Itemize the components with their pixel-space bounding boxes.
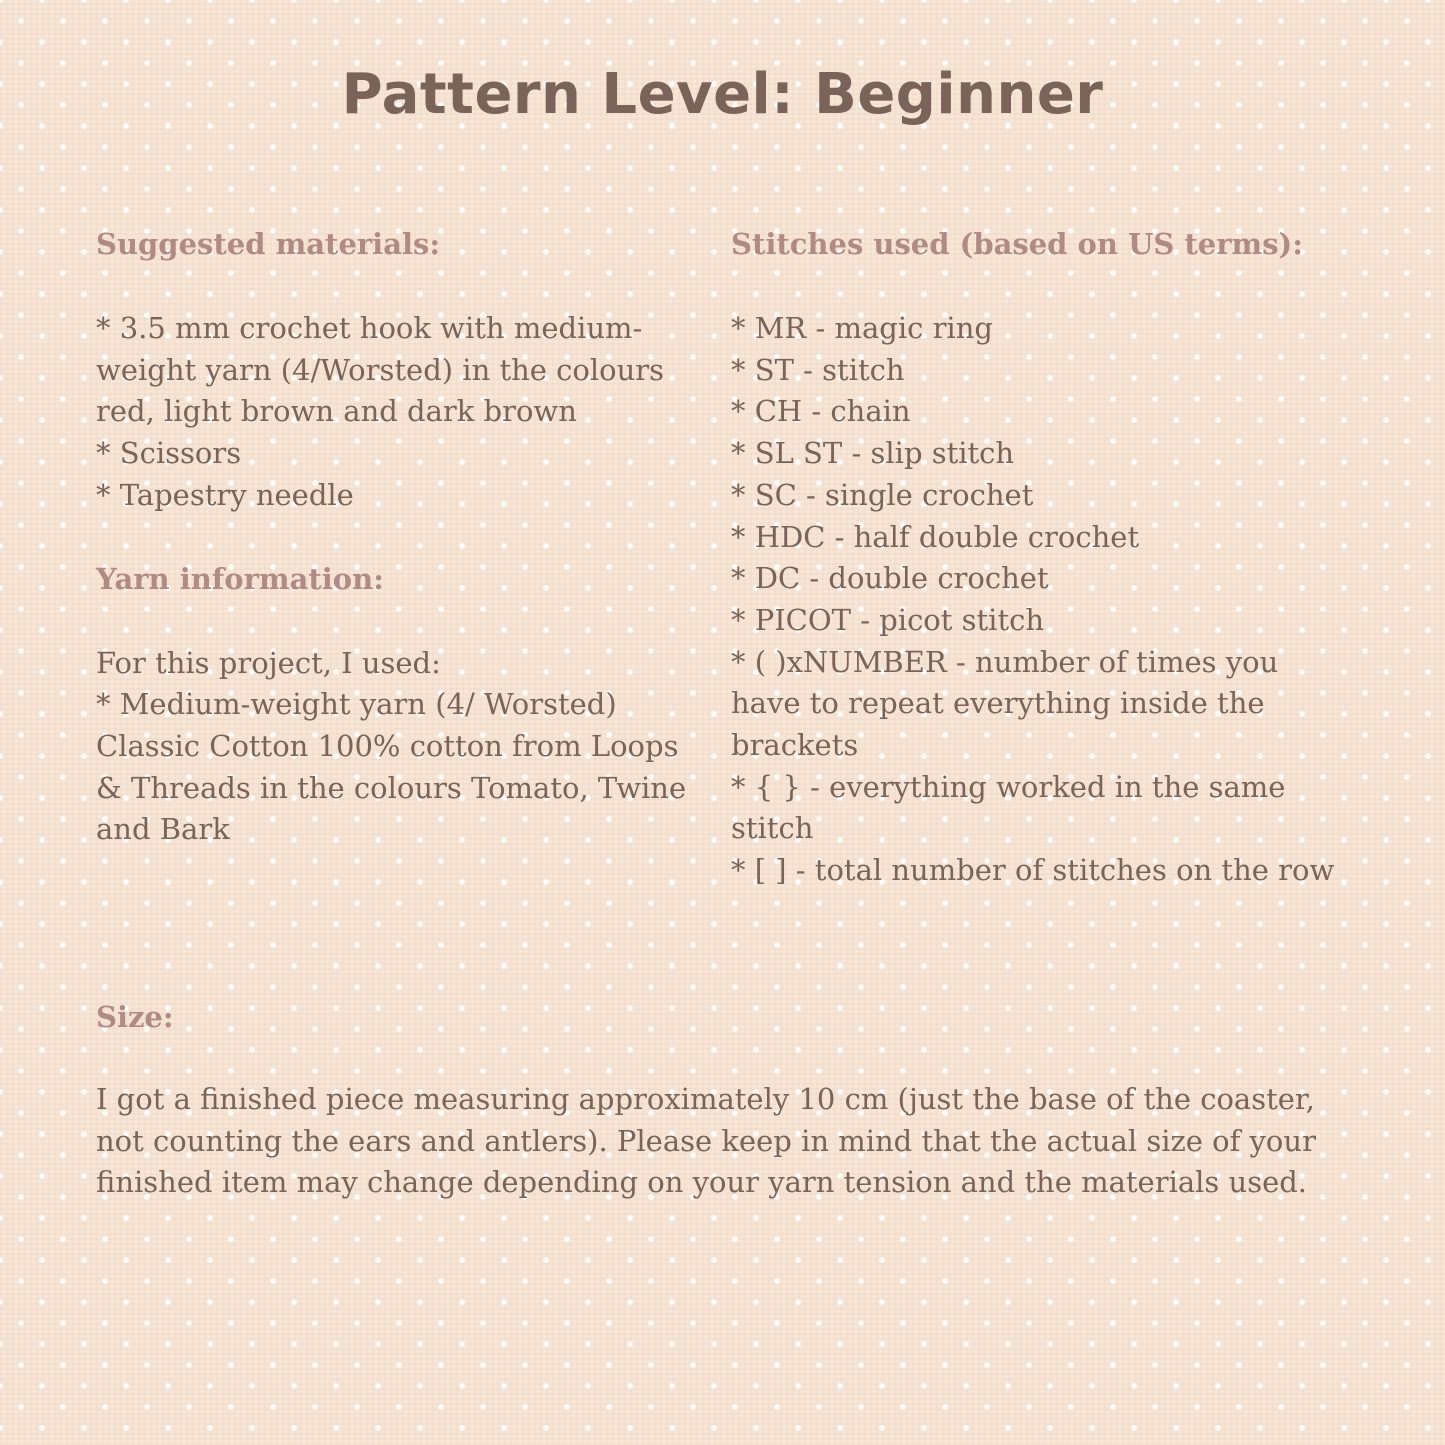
page-title: Pattern Level: Beginner bbox=[341, 62, 1104, 127]
right-column bbox=[731, 222, 1351, 892]
list-item: * ST - stitch bbox=[731, 352, 905, 387]
list-item: * [ ] - total number of stitches on the row bbox=[731, 853, 1335, 888]
list-item: * PICOT - picot stitch bbox=[731, 602, 1045, 637]
list-item: * Tapestry needle bbox=[96, 477, 354, 512]
materials-section bbox=[96, 222, 704, 517]
materials-list bbox=[96, 308, 704, 517]
list-item: * SL ST - slip stitch bbox=[731, 436, 1015, 471]
list-item: * { } - everything worked in the same stitch bbox=[731, 769, 1286, 846]
yarn-heading: Yarn information: bbox=[96, 561, 384, 596]
list-item: * MR - magic ring bbox=[731, 311, 993, 345]
stitches-heading: Stitches used (based on US terms): bbox=[731, 227, 1303, 261]
size-text: I got a finished piece measuring approximately 10 cm (just the base of the coaster, not counting the ears and antlers). Please keep in mind that the actual size of your finished item may change depending on your yarn tension and the materials used. bbox=[96, 1082, 1316, 1200]
materials-heading: Suggested materials: bbox=[96, 227, 441, 261]
list-item: * HDC - half double crochet bbox=[731, 519, 1140, 554]
list-item: * CH - chain bbox=[731, 394, 911, 429]
yarn-item: * Medium-weight yarn (4/ Worsted) Classic Cotton 100% cotton from Loops & Threads in the colours Tomato, Twine and Bark bbox=[96, 687, 687, 847]
yarn-intro: For this project, I used: bbox=[96, 645, 441, 680]
size-heading: Size: bbox=[96, 1000, 174, 1034]
stitches-list bbox=[731, 308, 1351, 892]
list-item: * SC - single crochet bbox=[731, 477, 1034, 512]
list-item: * 3.5 mm crochet hook with medium-weight yarn (4/Worsted) in the colours red, light brown and dark brown bbox=[96, 311, 665, 429]
list-item: * ( )xNUMBER - number of times you have to repeat everything inside the brackets bbox=[731, 644, 1279, 763]
yarn-section bbox=[96, 557, 704, 852]
stitches-section bbox=[731, 222, 1351, 892]
list-item: * DC - double crochet bbox=[731, 561, 1049, 596]
left-column bbox=[96, 222, 704, 851]
list-item: * Scissors bbox=[96, 436, 242, 471]
size-section bbox=[96, 995, 1356, 1204]
